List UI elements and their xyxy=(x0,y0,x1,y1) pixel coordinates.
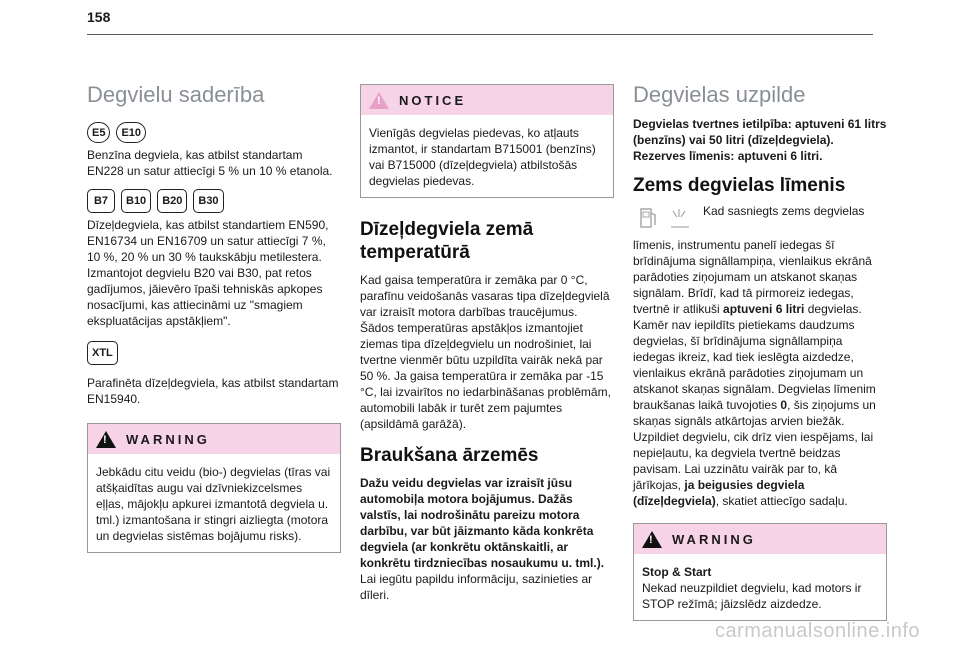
warning-box-2 xyxy=(633,523,887,621)
diesel-text: Dīzeļdegviela, kas atbilst standartiem EN590, EN16734 un EN16709 un satur attiecīgi 7 %, 10 %, 20 % un 30 % taukskābju metilestera. Izmantojot degvielu B20 vai B30, pat retos gadījumos, jāievēro īpaši tehniskās apkopes nosacījumi, kas attiecināmi uz "smagiem ekspluatācijas apstākļiem". xyxy=(87,218,329,328)
heading-diesel-low-temp: Dīzeļdegviela zemā temperatūrā xyxy=(360,219,534,263)
b20-icon: B20 xyxy=(157,189,187,213)
petrol-badges xyxy=(87,122,341,143)
low-fuel-p3-a: Uzpildiet degvielu, cik drīz vien iespējams, lai nepieļautu, ka degviela tvertnē beidzas pavisam. Lai uzzinātu vairāk par to, kā jārīkojas, xyxy=(633,430,874,492)
heading-refuelling: Degvielas uzpilde xyxy=(633,82,806,107)
low-fuel-p3-c: , skatiet attiecīgo sadaļu. xyxy=(715,494,848,508)
notice-title: NOTICE xyxy=(399,92,467,108)
low-fuel-p2-b: 0 xyxy=(780,398,788,412)
warning-title: WARNING xyxy=(126,431,210,447)
b7-icon: B7 xyxy=(87,189,115,213)
e5-icon: E5 xyxy=(87,122,110,143)
stop-start-label: Stop & Start xyxy=(642,565,712,579)
low-fuel-text-c: degvielas. xyxy=(804,302,862,316)
column-fuel-compatibility xyxy=(87,82,341,553)
warning-text: Jebkādu citu veidu (bio-) degvielas (tīras vai atšķaidītas augu vai dzīvniekizcelsmes eļļas, mājokļu apkurei izmantotā degviela u. tml.) izmantošana ir stingri aizliegta (motora un degvielas sistēmas bojājumu risks). xyxy=(96,465,331,543)
warning-icon-2 xyxy=(642,531,662,548)
heading-fuel-compatibility: Degvielu saderība xyxy=(87,82,265,107)
fuel-pump-icon xyxy=(633,203,697,237)
page-number: 158 xyxy=(87,9,111,25)
driving-abroad-text: Lai iegūtu papildu informāciju, sazinieties ar dīleri. xyxy=(360,572,593,602)
xtl-badges xyxy=(87,341,341,365)
low-fuel-p2-c: , šis ziņojums un skaņas signāls atkārtojas arvien biežāk. xyxy=(633,398,876,428)
diesel-badges xyxy=(87,189,341,213)
b30-icon: B30 xyxy=(193,189,223,213)
low-fuel-text-b: aptuveni 6 litri xyxy=(723,302,805,316)
warning-title-2: WARNING xyxy=(672,531,756,547)
b10-icon: B10 xyxy=(121,189,151,213)
driving-abroad-bold: Dažu veidu degvielas var izraisīt jūsu automobiļa motora bojājumus. Dažās valstīs, lai nodrošinātu pareizu motora darbību, var būt jāizmanto kāda konkrēta degviela (ar konkrētu oktānskaitli, ar konkrētu tirdzniecības nosaukumu u. tml.). xyxy=(360,476,605,570)
low-fuel-p2-a: Kamēr nav iepildīts pietiekams daudzums degvielas, šī brīdinājuma signāllampiņa iedegas ikreiz, kad tiek ieslēgta aizdedze, vienlaikus ekrānā parādoties ziņojumam un atskanot skaņas signālam. Degvielas līmenim braukšanas laikā tuvojoties xyxy=(633,318,876,412)
low-fuel-paragraph-2 xyxy=(633,317,887,429)
notice-box xyxy=(360,84,614,198)
tank-capacity-text: Degvielas tvertnes ietilpība: aptuveni 61 litrs (benzīns) vai 50 litri (dīzeļdegviela). Rezerves līmenis: aptuveni 6 litri. xyxy=(633,117,887,163)
warning-header-2 xyxy=(634,524,886,554)
notice-warning-icon xyxy=(369,92,389,109)
warning-icon xyxy=(96,431,116,448)
diesel-low-temp-text: Kad gaisa temperatūra ir zemāka par 0 °C, parafīnu veidošanās vasaras tipa dīzeļdegvielā var izraisīt motora darbības traucējumus. Šādos temperatūras apstākļos izmantojiet ziemas tipa dīzeļdegvielu un nodrošiniet, lai tvertne vienmēr būtu uzpildīta vairāk nekā par 50 %. Ja gaisa temperatūra ir zemāka par -15 °C, lai izvairītos no iedarbināšanas problēmām, automobili labāk ir turēt zem pajumtes (apsildāmā garāžā). xyxy=(360,273,611,431)
warning-header xyxy=(88,424,340,454)
top-divider xyxy=(87,34,873,35)
low-fuel-text-a: Kad sasniegts zems degvielas līmenis, instrumentu panelī iedegas šī brīdinājuma signāllampiņa, vienlaikus ekrānā parādoties ziņojumam un atskanot skaņas signālam. Brīdī, kad tā pirmoreiz iedegas, tvertnē ir atlikuši xyxy=(633,204,872,316)
warning-text-2: Nekad neuzpildiet degvielu, kad motors ir STOP režīmā; jāizslēdz aizdedze. xyxy=(642,581,862,611)
e10-icon: E10 xyxy=(116,122,146,143)
low-fuel-paragraph-1 xyxy=(633,203,887,317)
notice-header xyxy=(361,85,613,115)
column-refuelling xyxy=(633,82,887,621)
notice-text: Vienīgās degvielas piedevas, ko atļauts izmantot, ir standartam B715001 (benzīns) vai B715000 (dīzeļdegviela) atbilstošās degvielas piedevas. xyxy=(369,126,596,188)
watermark: carmanualsonline.info xyxy=(714,620,920,642)
xtl-text: Parafinēta dīzeļdegviela, kas atbilst standartam EN15940. xyxy=(87,376,339,406)
column-notice-diesel xyxy=(360,82,614,603)
petrol-text: Benzīna degviela, kas atbilst standartam EN228 un satur attiecīgi 5 % un 10 % etanola. xyxy=(87,148,333,178)
xtl-icon: XTL xyxy=(87,341,118,365)
low-fuel-p3-b: ja beigusies degviela (dīzeļdegviela) xyxy=(633,478,805,508)
warning-box xyxy=(87,423,341,553)
heading-low-fuel: Zems degvielas līmenis xyxy=(633,175,846,196)
heading-driving-abroad: Braukšana ārzemēs xyxy=(360,445,539,466)
low-fuel-paragraph-3 xyxy=(633,429,887,509)
